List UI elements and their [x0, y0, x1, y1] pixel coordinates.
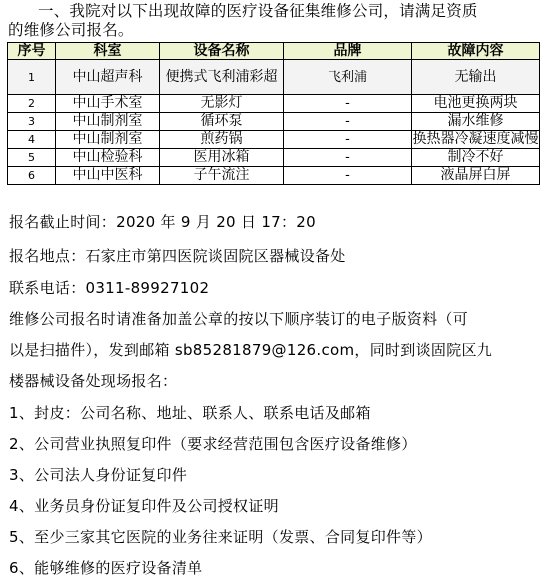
- cell-index: 2: [8, 95, 56, 113]
- table-header-row: [8, 43, 540, 60]
- intro-line-1: 一、我院对以下出现故障的医疗设备征集维修公司，请满足资质: [38, 2, 478, 20]
- table-row: [8, 113, 540, 131]
- requirement-item: 4、业务员身份证复印件及公司授权证明: [9, 497, 279, 515]
- cell-fault: 无输出: [412, 60, 540, 95]
- cell-department: 中山制剂室: [56, 113, 160, 131]
- location-text: 报名地点：石家庄市第四医院谈固院区器械设备处: [9, 247, 346, 265]
- cell-device-name: 子午流注: [160, 167, 284, 185]
- cell-device-name: 煎药锅: [160, 131, 284, 149]
- header-index: 序号: [8, 43, 56, 60]
- cell-fault: 换热器冷凝速度减慢: [412, 131, 539, 147]
- cell-index: 5: [8, 149, 56, 167]
- cell-brand: -: [284, 113, 412, 131]
- table-row: [8, 60, 540, 95]
- cell-fault: 漏水维修: [412, 113, 540, 131]
- header-department: 科室: [56, 43, 160, 60]
- cell-fault: 液晶屏白屏: [412, 167, 540, 185]
- header-device-name: 设备名称: [160, 43, 284, 60]
- requirement-item: 6、能够维修的医疗设备清单: [9, 559, 203, 577]
- cell-department: 中山中医科: [56, 167, 160, 185]
- cell-device-name: 医用冰箱: [160, 149, 284, 167]
- cell-fault: 电池更换两块: [412, 95, 540, 113]
- requirement-item: 5、至少三家其它医院的业务往来证明（发票、合同复印件等）: [9, 528, 432, 546]
- header-brand: 品牌: [284, 43, 412, 60]
- deadline-text: 报名截止时间：2020 年 9 月 20 日 17：20: [9, 213, 316, 231]
- equipment-table: [7, 42, 540, 185]
- cell-index: 4: [8, 131, 56, 149]
- cell-brand: -: [284, 131, 412, 149]
- cell-index: 3: [8, 113, 56, 131]
- cell-device-name: 循环泵: [160, 113, 284, 131]
- intro-paragraph: [8, 2, 540, 40]
- cell-fault: 制冷不好: [412, 149, 540, 167]
- cell-department: 中山检验科: [56, 149, 160, 167]
- cell-brand: -: [284, 149, 412, 167]
- table-row: [8, 149, 540, 167]
- table-row: [8, 95, 540, 113]
- cell-department: 中山制剂室: [56, 131, 160, 149]
- requirement-item: 3、公司法人身份证复印件: [9, 466, 188, 484]
- intro-line-2: 的维修公司报名。: [8, 21, 134, 39]
- notice-line-3: 楼器械设备处现场报名：: [9, 372, 178, 390]
- cell-brand: -: [284, 95, 412, 113]
- requirement-item: 2、公司营业执照复印件（要求经营范围包含医疗设备维修）: [9, 435, 417, 453]
- notice-line-2: 以是扫描件），发到邮箱 sb85281879@126.com，同时到谈固院区九: [9, 341, 493, 359]
- requirement-item: 1、封皮：公司名称、地址、联系人、联系电话及邮箱: [9, 404, 371, 422]
- cell-device-name: 便携式飞利浦彩超: [160, 60, 284, 95]
- cell-department: 中山超声科: [56, 60, 160, 95]
- cell-device-name: 无影灯: [160, 95, 284, 113]
- cell-brand: 飞利浦: [284, 60, 412, 95]
- table-row: [8, 167, 540, 185]
- header-fault: 故障内容: [412, 43, 540, 60]
- notice-line-1: 维修公司报名时请准备加盖公章的按以下顺序装订的电子版资料（可: [9, 310, 469, 328]
- cell-brand: -: [284, 167, 412, 185]
- cell-index: 1: [8, 60, 56, 95]
- phone-text: 联系电话：0311-89927102: [9, 279, 210, 297]
- cell-index: 6: [8, 167, 56, 185]
- cell-department: 中山手术室: [56, 95, 160, 113]
- table-row: [8, 131, 540, 149]
